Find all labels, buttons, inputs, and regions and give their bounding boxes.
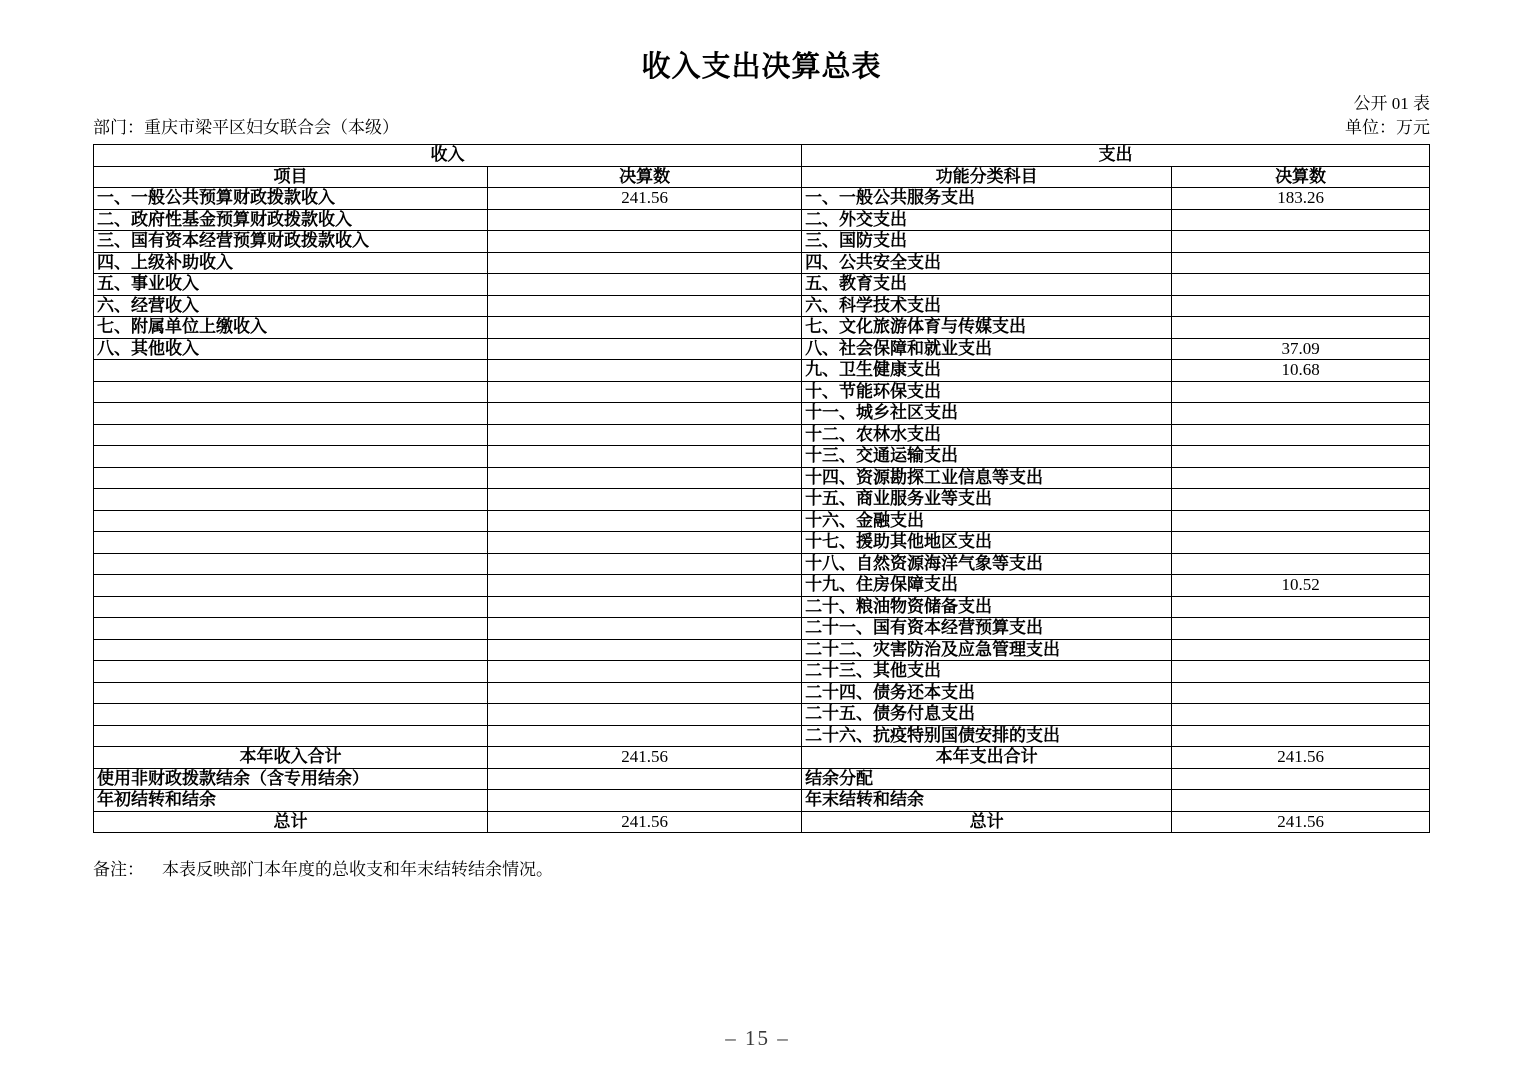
expense-item-cell: 结余分配 — [802, 768, 1172, 790]
income-amount-cell — [488, 467, 802, 489]
income-amount-cell — [488, 252, 802, 274]
table-row — [94, 424, 1430, 446]
table-row — [94, 489, 1430, 511]
table-row — [94, 467, 1430, 489]
expense-amount-cell — [1172, 768, 1430, 790]
income-amount-cell — [488, 381, 802, 403]
expense-amount-cell: 10.52 — [1172, 575, 1430, 597]
expense-amount-cell — [1172, 639, 1430, 661]
income-item-cell: 年初结转和结余 — [94, 790, 488, 812]
expense-item-cell: 二十三、其他支出 — [802, 661, 1172, 683]
expense-amount-cell — [1172, 446, 1430, 468]
expense-amount-cell: 37.09 — [1172, 338, 1430, 360]
expense-amount-cell — [1172, 489, 1430, 511]
final-accounts-table — [93, 144, 1430, 833]
expense-item-cell: 二十五、债务付息支出 — [802, 704, 1172, 726]
income-item-cell: 七、附属单位上缴收入 — [94, 317, 488, 339]
income-amount-cell — [488, 510, 802, 532]
income-item-cell — [94, 424, 488, 446]
income-amount-cell: 241.56 — [488, 811, 802, 833]
expense-item-cell: 九、卫生健康支出 — [802, 360, 1172, 382]
expense-amount-cell — [1172, 704, 1430, 726]
expense-item-cell: 一、一般公共服务支出 — [802, 188, 1172, 210]
expense-item-cell: 五、教育支出 — [802, 274, 1172, 296]
expense-amount-cell — [1172, 596, 1430, 618]
income-amount-cell — [488, 596, 802, 618]
income-amount-cell — [488, 790, 802, 812]
table-row — [94, 575, 1430, 597]
income-amount-cell — [488, 725, 802, 747]
meta-row — [93, 117, 1430, 139]
expense-item-cell: 十八、自然资源海洋气象等支出 — [802, 553, 1172, 575]
expense-item-cell: 八、社会保障和就业支出 — [802, 338, 1172, 360]
income-amount-cell — [488, 553, 802, 575]
table-row — [94, 596, 1430, 618]
expense-amount-cell — [1172, 618, 1430, 640]
page-title: 收入支出决算总表 — [641, 51, 882, 83]
income-amount-cell — [488, 231, 802, 253]
expense-item-cell: 十九、住房保障支出 — [802, 575, 1172, 597]
table-body — [94, 188, 1430, 833]
expense-item-cell: 十七、援助其他地区支出 — [802, 532, 1172, 554]
expense-amount-cell — [1172, 295, 1430, 317]
income-amount-cell — [488, 403, 802, 425]
income-amount-cell: 241.56 — [488, 188, 802, 210]
income-item-cell — [94, 446, 488, 468]
income-amount-cell — [488, 338, 802, 360]
income-item-cell — [94, 360, 488, 382]
expense-item-cell: 二十二、灾害防治及应急管理支出 — [802, 639, 1172, 661]
section-header-row — [94, 145, 1430, 167]
table-row — [94, 532, 1430, 554]
income-amount-cell — [488, 489, 802, 511]
income-amount-cell — [488, 618, 802, 640]
expense-amount-cell — [1172, 231, 1430, 253]
table-row — [94, 553, 1430, 575]
document-content — [93, 0, 1430, 881]
income-item-cell: 总计 — [94, 811, 488, 833]
expense-item-cell: 二十四、债务还本支出 — [802, 682, 1172, 704]
income-amount-cell — [488, 446, 802, 468]
income-amount-cell — [488, 274, 802, 296]
expense-amount-cell — [1172, 317, 1430, 339]
table-row — [94, 446, 1430, 468]
expense-amount-cell — [1172, 532, 1430, 554]
expense-amount-cell — [1172, 790, 1430, 812]
table-row — [94, 661, 1430, 683]
table-row — [94, 295, 1430, 317]
expense-amount-cell — [1172, 661, 1430, 683]
expense-item-cell: 十一、城乡社区支出 — [802, 403, 1172, 425]
income-item-cell: 五、事业收入 — [94, 274, 488, 296]
table-code: 公开 01 表 — [1353, 93, 1430, 113]
expense-amount-cell — [1172, 424, 1430, 446]
income-item-cell — [94, 618, 488, 640]
expense-amount-cell — [1172, 510, 1430, 532]
expense-amount-cell — [1172, 682, 1430, 704]
income-item-cell — [94, 553, 488, 575]
table-row — [94, 231, 1430, 253]
expense-item-cell: 二十、粮油物资储备支出 — [802, 596, 1172, 618]
income-amount-cell — [488, 295, 802, 317]
table-row — [94, 403, 1430, 425]
expense-amount-cell: 183.26 — [1172, 188, 1430, 210]
expense-item-cell: 十五、商业服务业等支出 — [802, 489, 1172, 511]
table-row — [94, 704, 1430, 726]
expense-amount-cell: 241.56 — [1172, 747, 1430, 769]
expense-item-cell: 本年支出合计 — [802, 747, 1172, 769]
table-row — [94, 639, 1430, 661]
expense-item-cell: 十四、资源勘探工业信息等支出 — [802, 467, 1172, 489]
income-amount-cell — [488, 317, 802, 339]
income-item-cell — [94, 489, 488, 511]
summary-row — [94, 768, 1430, 790]
income-amount-cell: 241.56 — [488, 747, 802, 769]
expense-item-cell: 十六、金融支出 — [802, 510, 1172, 532]
income-item-cell: 二、政府性基金预算财政拨款收入 — [94, 209, 488, 231]
income-section-header: 收入 — [94, 145, 802, 167]
expense-item-cell: 二、外交支出 — [802, 209, 1172, 231]
expense-amount-cell — [1172, 252, 1430, 274]
table-row — [94, 252, 1430, 274]
expense-amount-cell — [1172, 467, 1430, 489]
income-item-cell — [94, 682, 488, 704]
expense-item-cell: 十、节能环保支出 — [802, 381, 1172, 403]
table-row — [94, 274, 1430, 296]
income-item-cell — [94, 403, 488, 425]
income-amount-cell — [488, 424, 802, 446]
department-label: 部门：重庆市梁平区妇女联合会（本级） — [93, 118, 399, 138]
income-item-cell: 六、经营收入 — [94, 295, 488, 317]
summary-row — [94, 747, 1430, 769]
expense-amount-cell — [1172, 381, 1430, 403]
table-row — [94, 338, 1430, 360]
income-item-cell — [94, 510, 488, 532]
income-item-cell: 四、上级补助收入 — [94, 252, 488, 274]
income-item-cell — [94, 532, 488, 554]
table-row — [94, 360, 1430, 382]
income-amount-column-header: 决算数 — [488, 166, 802, 188]
income-item-column-header: 项目 — [94, 166, 488, 188]
income-item-cell — [94, 467, 488, 489]
income-amount-cell — [488, 682, 802, 704]
income-amount-cell — [488, 575, 802, 597]
income-amount-cell — [488, 209, 802, 231]
table-row — [94, 725, 1430, 747]
income-item-cell — [94, 575, 488, 597]
income-item-cell: 本年收入合计 — [94, 747, 488, 769]
expense-amount-cell — [1172, 403, 1430, 425]
expense-amount-cell — [1172, 553, 1430, 575]
expenditure-section-header: 支出 — [802, 145, 1430, 167]
income-item-cell: 一、一般公共预算财政拨款收入 — [94, 188, 488, 210]
income-amount-cell — [488, 360, 802, 382]
income-item-cell: 三、国有资本经营预算财政拨款收入 — [94, 231, 488, 253]
note-line — [93, 859, 1430, 881]
expense-item-cell: 七、文化旅游体育与传媒支出 — [802, 317, 1172, 339]
unit-label: 单位：万元 — [1345, 118, 1430, 138]
income-item-cell — [94, 596, 488, 618]
expense-item-cell: 二十一、国有资本经营预算支出 — [802, 618, 1172, 640]
table-head — [94, 145, 1430, 188]
income-item-cell — [94, 381, 488, 403]
note-text: 本表反映部门本年度的总收支和年末结转结余情况。 — [162, 860, 553, 880]
expense-item-cell: 年末结转和结余 — [802, 790, 1172, 812]
expense-amount-cell — [1172, 274, 1430, 296]
expense-amount-cell: 10.68 — [1172, 360, 1430, 382]
expense-item-cell: 六、科学技术支出 — [802, 295, 1172, 317]
expense-amount-column-header: 决算数 — [1172, 166, 1430, 188]
summary-row — [94, 811, 1430, 833]
table-row — [94, 209, 1430, 231]
income-amount-cell — [488, 661, 802, 683]
income-item-cell — [94, 639, 488, 661]
expense-item-cell: 四、公共安全支出 — [802, 252, 1172, 274]
summary-row — [94, 790, 1430, 812]
table-row — [94, 188, 1430, 210]
column-header-row — [94, 166, 1430, 188]
table-row — [94, 381, 1430, 403]
income-item-cell — [94, 725, 488, 747]
page-number: – 15 – — [725, 1026, 790, 1050]
expense-item-cell: 总计 — [802, 811, 1172, 833]
note-label: 备注： — [93, 860, 144, 880]
income-item-cell — [94, 704, 488, 726]
table-row — [94, 682, 1430, 704]
expense-amount-cell — [1172, 209, 1430, 231]
income-item-cell: 使用非财政拨款结余（含专用结余） — [94, 768, 488, 790]
expense-amount-cell — [1172, 725, 1430, 747]
expense-item-cell: 十二、农林水支出 — [802, 424, 1172, 446]
expense-item-cell: 二十六、抗疫特别国债安排的支出 — [802, 725, 1172, 747]
table-row — [94, 510, 1430, 532]
income-item-cell: 八、其他收入 — [94, 338, 488, 360]
expense-amount-cell: 241.56 — [1172, 811, 1430, 833]
table-row — [94, 317, 1430, 339]
income-amount-cell — [488, 704, 802, 726]
income-amount-cell — [488, 532, 802, 554]
expense-item-column-header: 功能分类科目 — [802, 166, 1172, 188]
income-amount-cell — [488, 639, 802, 661]
income-amount-cell — [488, 768, 802, 790]
expense-item-cell: 三、国防支出 — [802, 231, 1172, 253]
table-row — [94, 618, 1430, 640]
income-item-cell — [94, 661, 488, 683]
expense-item-cell: 十三、交通运输支出 — [802, 446, 1172, 468]
